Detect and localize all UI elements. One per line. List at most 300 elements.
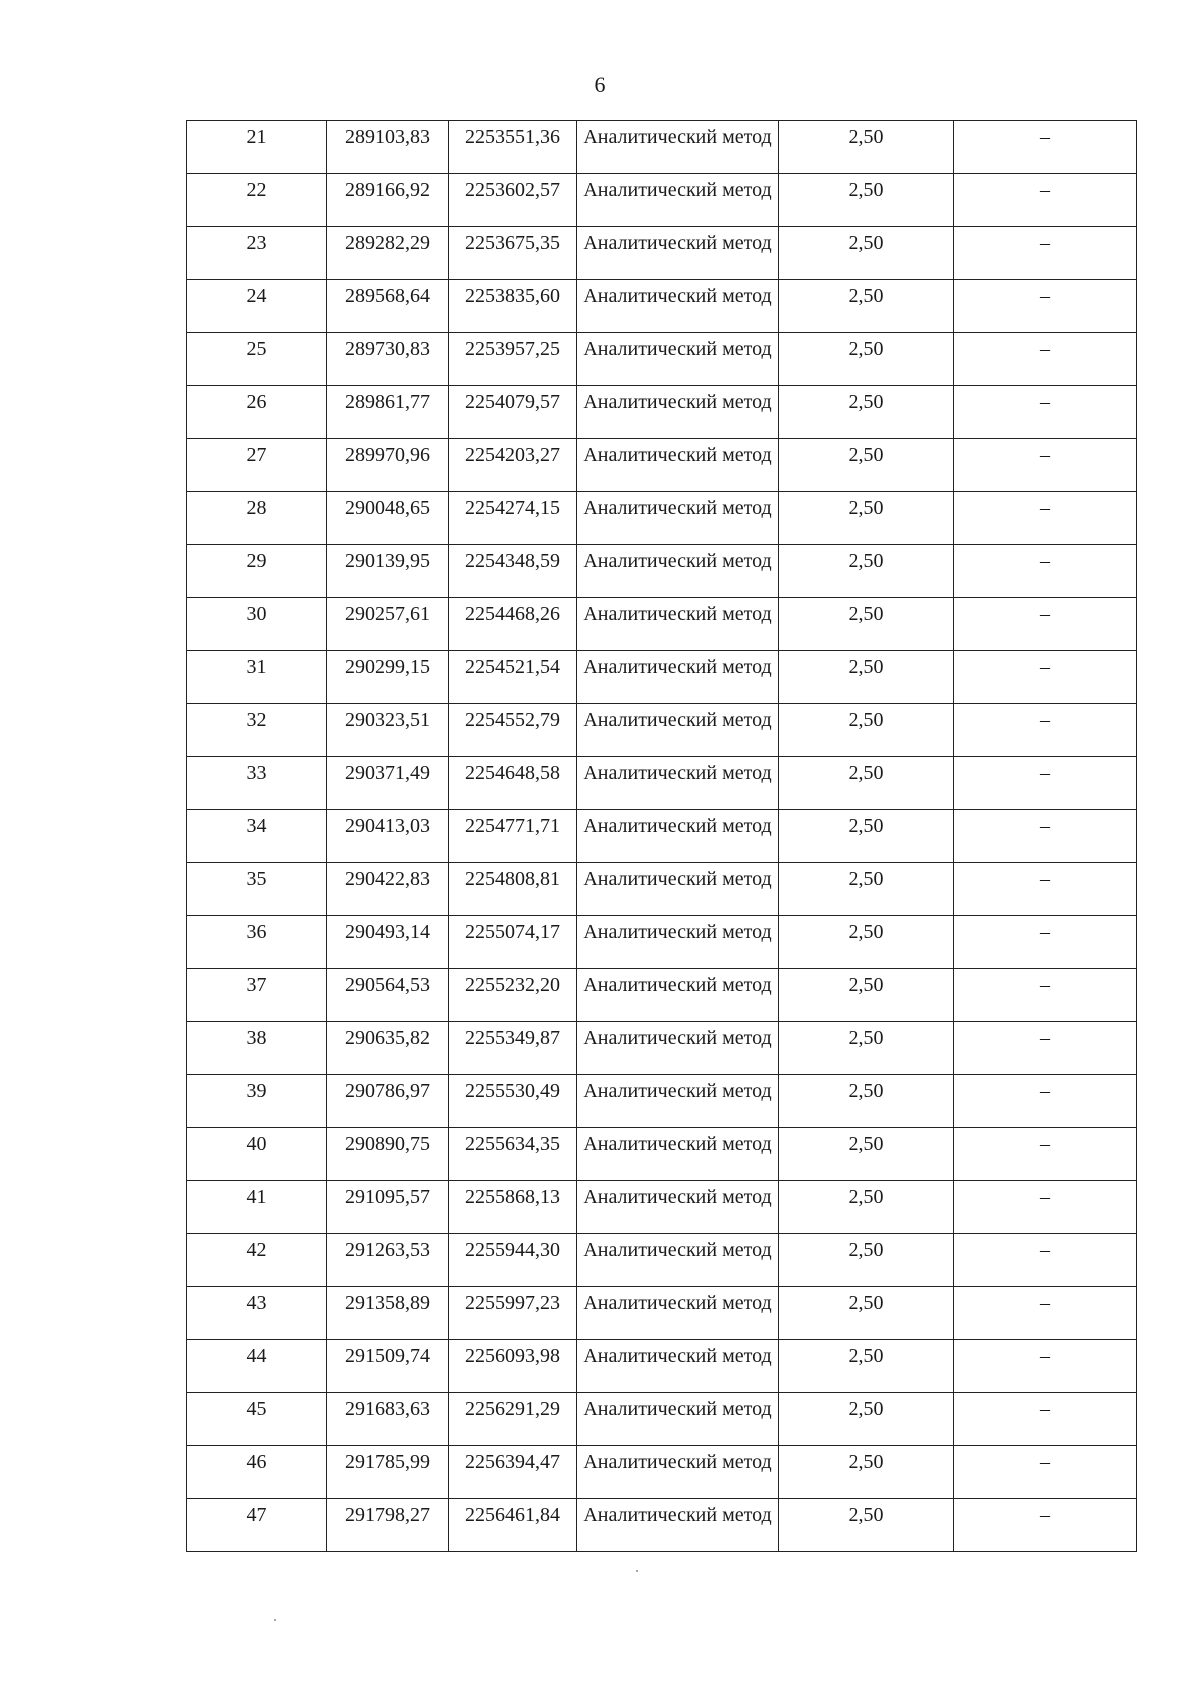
accuracy-cell-text: 2,50 <box>848 232 884 254</box>
point-number-cell <box>187 651 327 704</box>
method-cell <box>577 810 779 863</box>
x-coordinate-cell <box>327 1446 449 1499</box>
note-cell <box>954 121 1137 174</box>
method-cell-text: Аналитический метод <box>583 921 772 943</box>
note-cell-text: – <box>1040 497 1050 519</box>
method-cell-text: Аналитический метод <box>583 603 772 625</box>
accuracy-cell <box>779 492 954 545</box>
note-cell <box>954 1022 1137 1075</box>
point-number-cell <box>187 1181 327 1234</box>
y-coordinate-cell-text: 2254274,15 <box>465 497 560 519</box>
method-cell-text: Аналитический метод <box>583 444 772 466</box>
x-coordinate-cell <box>327 545 449 598</box>
y-coordinate-cell-text: 2254648,58 <box>465 762 560 784</box>
x-coordinate-cell <box>327 121 449 174</box>
note-cell <box>954 969 1137 1022</box>
table-row <box>187 492 1137 545</box>
method-cell-text: Аналитический метод <box>583 126 772 148</box>
accuracy-cell-text: 2,50 <box>848 815 884 837</box>
point-number-cell-text: 36 <box>246 921 267 943</box>
accuracy-cell-text: 2,50 <box>848 497 884 519</box>
accuracy-cell-text: 2,50 <box>848 603 884 625</box>
note-cell-text: – <box>1040 338 1050 360</box>
point-number-cell-text: 32 <box>246 709 267 731</box>
note-cell <box>954 598 1137 651</box>
accuracy-cell-text: 2,50 <box>848 285 884 307</box>
x-coordinate-cell <box>327 863 449 916</box>
y-coordinate-cell <box>449 1234 577 1287</box>
y-coordinate-cell <box>449 386 577 439</box>
x-coordinate-cell-text: 290257,61 <box>345 603 430 625</box>
table-row <box>187 1499 1137 1552</box>
method-cell <box>577 1287 779 1340</box>
y-coordinate-cell <box>449 1340 577 1393</box>
note-cell-text: – <box>1040 179 1050 201</box>
y-coordinate-cell <box>449 1446 577 1499</box>
accuracy-cell <box>779 1499 954 1552</box>
accuracy-cell-text: 2,50 <box>848 550 884 572</box>
y-coordinate-cell-text: 2255997,23 <box>465 1292 560 1314</box>
x-coordinate-cell <box>327 1181 449 1234</box>
point-number-cell <box>187 386 327 439</box>
y-coordinate-cell <box>449 916 577 969</box>
note-cell-text: – <box>1040 974 1050 996</box>
y-coordinate-cell-text: 2253675,35 <box>465 232 560 254</box>
accuracy-cell-text: 2,50 <box>848 1504 884 1526</box>
accuracy-cell <box>779 121 954 174</box>
note-cell-text: – <box>1040 1186 1050 1208</box>
point-number-cell-text: 38 <box>246 1027 267 1049</box>
method-cell-text: Аналитический метод <box>583 1080 772 1102</box>
note-cell <box>954 333 1137 386</box>
note-cell <box>954 545 1137 598</box>
y-coordinate-cell-text: 2256093,98 <box>465 1345 560 1367</box>
x-coordinate-cell-text: 290139,95 <box>345 550 430 572</box>
accuracy-cell-text: 2,50 <box>848 1239 884 1261</box>
accuracy-cell-text: 2,50 <box>848 868 884 890</box>
y-coordinate-cell-text: 2253957,25 <box>465 338 560 360</box>
table-row <box>187 386 1137 439</box>
y-coordinate-cell-text: 2254468,26 <box>465 603 560 625</box>
y-coordinate-cell <box>449 1075 577 1128</box>
y-coordinate-cell-text: 2254079,57 <box>465 391 560 413</box>
method-cell <box>577 1340 779 1393</box>
method-cell-text: Аналитический метод <box>583 285 772 307</box>
method-cell-text: Аналитический метод <box>583 868 772 890</box>
point-number-cell <box>187 810 327 863</box>
y-coordinate-cell <box>449 333 577 386</box>
accuracy-cell <box>779 1181 954 1234</box>
x-coordinate-cell <box>327 810 449 863</box>
x-coordinate-cell <box>327 174 449 227</box>
table-row <box>187 916 1137 969</box>
x-coordinate-cell <box>327 1499 449 1552</box>
x-coordinate-cell-text: 291798,27 <box>345 1504 430 1526</box>
note-cell-text: – <box>1040 762 1050 784</box>
point-number-cell <box>187 545 327 598</box>
accuracy-cell-text: 2,50 <box>848 762 884 784</box>
note-cell <box>954 1446 1137 1499</box>
x-coordinate-cell <box>327 1340 449 1393</box>
accuracy-cell <box>779 1234 954 1287</box>
table-row <box>187 1181 1137 1234</box>
table-row <box>187 280 1137 333</box>
note-cell <box>954 757 1137 810</box>
x-coordinate-cell <box>327 1128 449 1181</box>
note-cell <box>954 1340 1137 1393</box>
accuracy-cell-text: 2,50 <box>848 1292 884 1314</box>
note-cell <box>954 280 1137 333</box>
accuracy-cell-text: 2,50 <box>848 338 884 360</box>
point-number-cell-text: 44 <box>246 1345 267 1367</box>
table-row <box>187 1128 1137 1181</box>
method-cell <box>577 227 779 280</box>
note-cell <box>954 1234 1137 1287</box>
point-number-cell <box>187 704 327 757</box>
point-number-cell <box>187 1446 327 1499</box>
method-cell <box>577 1181 779 1234</box>
y-coordinate-cell-text: 2256461,84 <box>465 1504 560 1526</box>
accuracy-cell-text: 2,50 <box>848 921 884 943</box>
accuracy-cell <box>779 1022 954 1075</box>
point-number-cell-text: 42 <box>246 1239 267 1261</box>
accuracy-cell <box>779 439 954 492</box>
x-coordinate-cell <box>327 757 449 810</box>
note-cell <box>954 1075 1137 1128</box>
method-cell-text: Аналитический метод <box>583 1133 772 1155</box>
point-number-cell-text: 21 <box>246 126 267 148</box>
point-number-cell-text: 31 <box>246 656 267 678</box>
x-coordinate-cell-text: 290493,14 <box>345 921 430 943</box>
accuracy-cell-text: 2,50 <box>848 179 884 201</box>
accuracy-cell <box>779 1128 954 1181</box>
accuracy-cell <box>779 916 954 969</box>
method-cell <box>577 333 779 386</box>
method-cell-text: Аналитический метод <box>583 232 772 254</box>
method-cell <box>577 280 779 333</box>
y-coordinate-cell <box>449 121 577 174</box>
x-coordinate-cell-text: 289166,92 <box>345 179 430 201</box>
table-row <box>187 439 1137 492</box>
point-number-cell <box>187 1128 327 1181</box>
y-coordinate-cell <box>449 598 577 651</box>
method-cell-text: Аналитический метод <box>583 1345 772 1367</box>
method-cell <box>577 1234 779 1287</box>
y-coordinate-cell-text: 2254808,81 <box>465 868 560 890</box>
table-row <box>187 704 1137 757</box>
method-cell <box>577 651 779 704</box>
y-coordinate-cell-text: 2255868,13 <box>465 1186 560 1208</box>
point-number-cell-text: 43 <box>246 1292 267 1314</box>
accuracy-cell <box>779 969 954 1022</box>
point-number-cell <box>187 280 327 333</box>
note-cell-text: – <box>1040 921 1050 943</box>
y-coordinate-cell-text: 2256394,47 <box>465 1451 560 1473</box>
method-cell <box>577 1075 779 1128</box>
scan-speck <box>274 1619 276 1621</box>
y-coordinate-cell <box>449 174 577 227</box>
note-cell <box>954 810 1137 863</box>
note-cell-text: – <box>1040 1504 1050 1526</box>
x-coordinate-cell-text: 289861,77 <box>345 391 430 413</box>
x-coordinate-cell <box>327 598 449 651</box>
y-coordinate-cell-text: 2254552,79 <box>465 709 560 731</box>
y-coordinate-cell-text: 2254348,59 <box>465 550 560 572</box>
note-cell <box>954 1181 1137 1234</box>
x-coordinate-cell <box>327 333 449 386</box>
accuracy-cell-text: 2,50 <box>848 391 884 413</box>
point-number-cell <box>187 333 327 386</box>
x-coordinate-cell-text: 289282,29 <box>345 232 430 254</box>
accuracy-cell <box>779 1446 954 1499</box>
point-number-cell <box>187 1499 327 1552</box>
accuracy-cell <box>779 1287 954 1340</box>
accuracy-cell <box>779 1075 954 1128</box>
coordinates-table <box>186 120 1137 1552</box>
point-number-cell-text: 27 <box>246 444 267 466</box>
accuracy-cell <box>779 280 954 333</box>
y-coordinate-cell-text: 2254771,71 <box>465 815 560 837</box>
y-coordinate-cell-text: 2255232,20 <box>465 974 560 996</box>
method-cell <box>577 439 779 492</box>
note-cell-text: – <box>1040 868 1050 890</box>
note-cell-text: – <box>1040 391 1050 413</box>
y-coordinate-cell <box>449 810 577 863</box>
method-cell <box>577 916 779 969</box>
point-number-cell-text: 22 <box>246 179 267 201</box>
point-number-cell <box>187 227 327 280</box>
accuracy-cell <box>779 598 954 651</box>
note-cell-text: – <box>1040 815 1050 837</box>
point-number-cell-text: 40 <box>246 1133 267 1155</box>
y-coordinate-cell <box>449 757 577 810</box>
method-cell-text: Аналитический метод <box>583 1027 772 1049</box>
x-coordinate-cell <box>327 651 449 704</box>
x-coordinate-cell <box>327 1022 449 1075</box>
method-cell-text: Аналитический метод <box>583 1239 772 1261</box>
table-row <box>187 1075 1137 1128</box>
point-number-cell-text: 35 <box>246 868 267 890</box>
x-coordinate-cell-text: 289970,96 <box>345 444 430 466</box>
point-number-cell-text: 24 <box>246 285 267 307</box>
method-cell-text: Аналитический метод <box>583 656 772 678</box>
note-cell <box>954 1128 1137 1181</box>
method-cell <box>577 492 779 545</box>
y-coordinate-cell-text: 2255530,49 <box>465 1080 560 1102</box>
point-number-cell <box>187 1340 327 1393</box>
y-coordinate-cell <box>449 651 577 704</box>
note-cell <box>954 1499 1137 1552</box>
point-number-cell-text: 26 <box>246 391 267 413</box>
x-coordinate-cell-text: 291095,57 <box>345 1186 430 1208</box>
x-coordinate-cell-text: 291263,53 <box>345 1239 430 1261</box>
accuracy-cell-text: 2,50 <box>848 1398 884 1420</box>
x-coordinate-cell-text: 290635,82 <box>345 1027 430 1049</box>
accuracy-cell <box>779 174 954 227</box>
method-cell <box>577 121 779 174</box>
point-number-cell <box>187 916 327 969</box>
note-cell-text: – <box>1040 1345 1050 1367</box>
accuracy-cell-text: 2,50 <box>848 1345 884 1367</box>
note-cell <box>954 863 1137 916</box>
point-number-cell-text: 47 <box>246 1504 267 1526</box>
table-row <box>187 810 1137 863</box>
y-coordinate-cell-text: 2256291,29 <box>465 1398 560 1420</box>
y-coordinate-cell-text: 2255634,35 <box>465 1133 560 1155</box>
method-cell <box>577 757 779 810</box>
y-coordinate-cell-text: 2255349,87 <box>465 1027 560 1049</box>
accuracy-cell-text: 2,50 <box>848 444 884 466</box>
point-number-cell <box>187 439 327 492</box>
point-number-cell <box>187 1287 327 1340</box>
note-cell <box>954 1393 1137 1446</box>
note-cell-text: – <box>1040 1027 1050 1049</box>
accuracy-cell <box>779 704 954 757</box>
x-coordinate-cell <box>327 1234 449 1287</box>
x-coordinate-cell <box>327 386 449 439</box>
accuracy-cell <box>779 810 954 863</box>
x-coordinate-cell-text: 290048,65 <box>345 497 430 519</box>
method-cell-text: Аналитический метод <box>583 1398 772 1420</box>
y-coordinate-cell <box>449 1181 577 1234</box>
accuracy-cell <box>779 863 954 916</box>
note-cell <box>954 704 1137 757</box>
note-cell <box>954 386 1137 439</box>
point-number-cell <box>187 969 327 1022</box>
accuracy-cell <box>779 227 954 280</box>
table-row <box>187 227 1137 280</box>
point-number-cell-text: 37 <box>246 974 267 996</box>
y-coordinate-cell <box>449 439 577 492</box>
point-number-cell-text: 23 <box>246 232 267 254</box>
x-coordinate-cell <box>327 969 449 1022</box>
note-cell-text: – <box>1040 656 1050 678</box>
accuracy-cell-text: 2,50 <box>848 1451 884 1473</box>
method-cell-text: Аналитический метод <box>583 391 772 413</box>
y-coordinate-cell <box>449 227 577 280</box>
x-coordinate-cell-text: 289568,64 <box>345 285 430 307</box>
table-row <box>187 863 1137 916</box>
x-coordinate-cell-text: 291683,63 <box>345 1398 430 1420</box>
accuracy-cell-text: 2,50 <box>848 974 884 996</box>
x-coordinate-cell-text: 291509,74 <box>345 1345 430 1367</box>
y-coordinate-cell <box>449 1499 577 1552</box>
method-cell-text: Аналитический метод <box>583 497 772 519</box>
accuracy-cell <box>779 651 954 704</box>
x-coordinate-cell <box>327 280 449 333</box>
x-coordinate-cell-text: 289103,83 <box>345 126 430 148</box>
y-coordinate-cell <box>449 492 577 545</box>
point-number-cell-text: 46 <box>246 1451 267 1473</box>
y-coordinate-cell-text: 2253551,36 <box>465 126 560 148</box>
accuracy-cell <box>779 545 954 598</box>
note-cell <box>954 916 1137 969</box>
point-number-cell <box>187 1075 327 1128</box>
point-number-cell-text: 41 <box>246 1186 267 1208</box>
method-cell <box>577 1128 779 1181</box>
x-coordinate-cell <box>327 1393 449 1446</box>
note-cell-text: – <box>1040 1080 1050 1102</box>
note-cell-text: – <box>1040 709 1050 731</box>
note-cell-text: – <box>1040 1239 1050 1261</box>
method-cell-text: Аналитический метод <box>583 1186 772 1208</box>
table-row <box>187 651 1137 704</box>
note-cell-text: – <box>1040 126 1050 148</box>
x-coordinate-cell-text: 290564,53 <box>345 974 430 996</box>
table-row <box>187 757 1137 810</box>
table-row <box>187 1287 1137 1340</box>
x-coordinate-cell <box>327 492 449 545</box>
accuracy-cell-text: 2,50 <box>848 126 884 148</box>
method-cell-text: Аналитический метод <box>583 550 772 572</box>
method-cell-text: Аналитический метод <box>583 1504 772 1526</box>
x-coordinate-cell <box>327 227 449 280</box>
method-cell-text: Аналитический метод <box>583 338 772 360</box>
note-cell <box>954 1287 1137 1340</box>
note-cell-text: – <box>1040 285 1050 307</box>
x-coordinate-cell <box>327 704 449 757</box>
y-coordinate-cell <box>449 1287 577 1340</box>
x-coordinate-cell <box>327 439 449 492</box>
x-coordinate-cell-text: 289730,83 <box>345 338 430 360</box>
table-row <box>187 1234 1137 1287</box>
method-cell <box>577 386 779 439</box>
note-cell-text: – <box>1040 603 1050 625</box>
point-number-cell <box>187 121 327 174</box>
y-coordinate-cell <box>449 545 577 598</box>
x-coordinate-cell-text: 290413,03 <box>345 815 430 837</box>
point-number-cell <box>187 1393 327 1446</box>
y-coordinate-cell-text: 2254521,54 <box>465 656 560 678</box>
y-coordinate-cell <box>449 1393 577 1446</box>
note-cell <box>954 174 1137 227</box>
x-coordinate-cell-text: 290371,49 <box>345 762 430 784</box>
x-coordinate-cell-text: 290299,15 <box>345 656 430 678</box>
method-cell-text: Аналитический метод <box>583 815 772 837</box>
point-number-cell <box>187 492 327 545</box>
method-cell <box>577 1446 779 1499</box>
note-cell <box>954 227 1137 280</box>
y-coordinate-cell-text: 2254203,27 <box>465 444 560 466</box>
method-cell <box>577 969 779 1022</box>
note-cell <box>954 492 1137 545</box>
point-number-cell <box>187 863 327 916</box>
point-number-cell-text: 29 <box>246 550 267 572</box>
accuracy-cell <box>779 1393 954 1446</box>
table-row <box>187 1340 1137 1393</box>
y-coordinate-cell-text: 2253602,57 <box>465 179 560 201</box>
y-coordinate-cell <box>449 1022 577 1075</box>
coordinates-table-body <box>187 121 1137 1552</box>
table-row <box>187 1022 1137 1075</box>
point-number-cell-text: 25 <box>246 338 267 360</box>
point-number-cell <box>187 1234 327 1287</box>
table-row <box>187 598 1137 651</box>
table-row <box>187 545 1137 598</box>
x-coordinate-cell-text: 290323,51 <box>345 709 430 731</box>
note-cell-text: – <box>1040 1398 1050 1420</box>
method-cell <box>577 704 779 757</box>
x-coordinate-cell <box>327 1075 449 1128</box>
y-coordinate-cell <box>449 280 577 333</box>
y-coordinate-cell-text: 2255074,17 <box>465 921 560 943</box>
table-row <box>187 174 1137 227</box>
x-coordinate-cell-text: 291358,89 <box>345 1292 430 1314</box>
method-cell <box>577 598 779 651</box>
point-number-cell <box>187 598 327 651</box>
y-coordinate-cell-text: 2253835,60 <box>465 285 560 307</box>
point-number-cell-text: 39 <box>246 1080 267 1102</box>
